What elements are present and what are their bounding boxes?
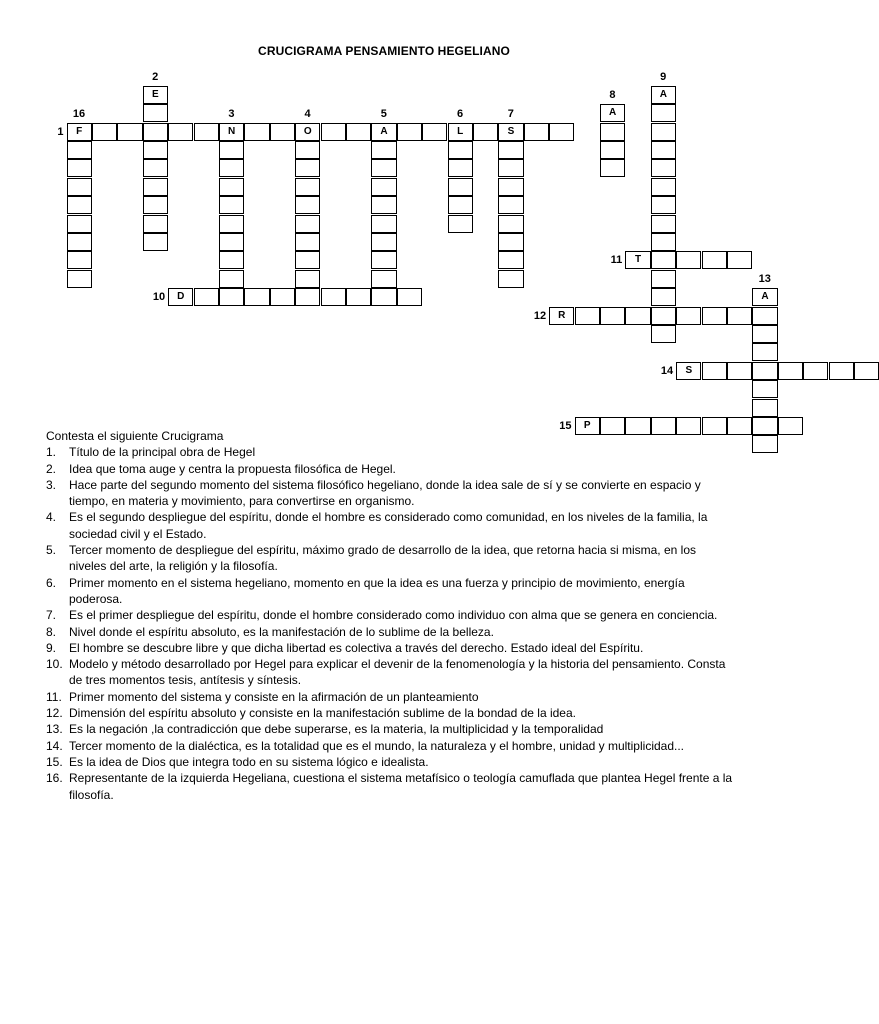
clue-item bbox=[46, 754, 736, 770]
clue-number: 15. bbox=[46, 754, 63, 769]
crossword-cell[interactable] bbox=[143, 159, 168, 177]
clue-text: Título de la principal obra de Hegel bbox=[69, 445, 256, 460]
crossword-cell[interactable] bbox=[651, 325, 676, 343]
clue-number-label: 1 bbox=[57, 125, 64, 138]
clue-item bbox=[46, 705, 736, 721]
crossword-start-cell[interactable]: N bbox=[219, 123, 244, 141]
clue-item bbox=[46, 542, 736, 575]
clue-text: El hombre se descubre libre y que dicha libertad es colectiva a través del derecho. Estado ideal del Espíritu. bbox=[69, 640, 644, 655]
crossword-cell[interactable] bbox=[295, 251, 320, 269]
clue-number-label: 6 bbox=[456, 107, 464, 120]
crossword-cell[interactable] bbox=[295, 215, 320, 233]
clue-item bbox=[46, 689, 736, 705]
clue-number-label: 15 bbox=[559, 419, 572, 432]
crossword-cell[interactable] bbox=[651, 123, 676, 141]
crossword-cell[interactable] bbox=[295, 270, 320, 288]
crossword-cell[interactable] bbox=[448, 141, 473, 159]
crossword-cell[interactable] bbox=[778, 362, 803, 380]
clue-number: 4. bbox=[46, 510, 57, 525]
crossword-cell[interactable] bbox=[803, 362, 828, 380]
crossword-cell[interactable] bbox=[676, 251, 701, 269]
crossword-cell[interactable] bbox=[498, 141, 523, 159]
crossword-cell[interactable] bbox=[371, 196, 396, 214]
crossword-cell[interactable] bbox=[219, 270, 244, 288]
crossword-cell[interactable] bbox=[194, 123, 219, 141]
crossword-cell[interactable] bbox=[702, 307, 727, 325]
crossword-cell[interactable] bbox=[752, 362, 777, 380]
crossword-cell[interactable] bbox=[295, 178, 320, 196]
crossword-start-cell[interactable]: T bbox=[625, 251, 650, 269]
clue-number-label: 8 bbox=[609, 89, 616, 102]
crossword-cell[interactable] bbox=[448, 215, 473, 233]
clue-text: Tercer momento de la dialéctica, es la totalidad que es el mundo, la naturaleza y el hombre, unidad y multiplicidad... bbox=[69, 738, 685, 753]
crossword-cell[interactable] bbox=[702, 362, 727, 380]
clue-text: Modelo y método desarrollado por Hegel para explicar el devenir de la fenomenología y la historia del pensamiento. Consta de tres momentos tesis, antítesis y síntesis. bbox=[69, 657, 726, 688]
crossword-cell[interactable] bbox=[651, 159, 676, 177]
crossword-cell[interactable] bbox=[295, 233, 320, 251]
crossword-cell[interactable] bbox=[829, 362, 854, 380]
crossword-cell[interactable] bbox=[651, 288, 676, 306]
crossword-cell[interactable] bbox=[702, 251, 727, 269]
crossword-cell[interactable] bbox=[651, 141, 676, 159]
clue-number: 9. bbox=[46, 640, 57, 655]
crossword-cell[interactable] bbox=[371, 233, 396, 251]
crossword-cell[interactable] bbox=[143, 141, 168, 159]
clue-text: Representante de la izquierda Hegeliana, cuestiona el sistema metafísico o teología camuflada que plantea Hegel frente a la filosofía. bbox=[69, 771, 733, 802]
crossword-cell[interactable] bbox=[397, 123, 422, 141]
clue-text: Primer momento en el sistema hegeliano, momento en que la idea es una fuerza y principio de movimiento, energía poderosa. bbox=[69, 575, 685, 606]
clue-item bbox=[46, 461, 736, 477]
crossword-cell[interactable] bbox=[67, 159, 92, 177]
crossword-cell[interactable] bbox=[168, 123, 193, 141]
clue-list bbox=[46, 444, 736, 803]
crossword-start-cell[interactable]: A bbox=[651, 86, 676, 104]
crossword-cell[interactable] bbox=[371, 141, 396, 159]
clue-text: Es el primer despliegue del espíritu, donde el hombre considerado como individuo con alma que se genera en conciencia. bbox=[69, 608, 718, 623]
crossword-cell[interactable] bbox=[778, 417, 803, 435]
clue-number: 1. bbox=[46, 445, 57, 460]
clue-number-label: 11 bbox=[610, 254, 623, 267]
clue-item bbox=[46, 509, 736, 542]
crossword-cell[interactable] bbox=[498, 178, 523, 196]
crossword-start-cell[interactable]: S bbox=[498, 123, 523, 141]
crossword-cell[interactable] bbox=[752, 307, 777, 325]
crossword-cell[interactable] bbox=[270, 288, 295, 306]
clue-item bbox=[46, 738, 736, 754]
crossword-cell[interactable] bbox=[219, 233, 244, 251]
crossword-grid bbox=[0, 0, 771, 440]
clue-item bbox=[46, 477, 736, 510]
clue-number-label: 4 bbox=[304, 107, 311, 120]
crossword-cell[interactable] bbox=[67, 215, 92, 233]
clue-item bbox=[46, 770, 736, 803]
crossword-cell[interactable] bbox=[67, 251, 92, 269]
crossword-cell[interactable] bbox=[854, 362, 879, 380]
crossword-cell[interactable] bbox=[219, 159, 244, 177]
crossword-cell[interactable] bbox=[397, 288, 422, 306]
clue-number-label: 2 bbox=[152, 70, 159, 83]
crossword-cell[interactable] bbox=[143, 196, 168, 214]
crossword-cell[interactable] bbox=[295, 288, 320, 306]
crossword-cell[interactable] bbox=[600, 159, 625, 177]
crossword-cell[interactable] bbox=[524, 123, 549, 141]
clue-text: Es la negación ,la contradicción que debe superarse, es la materia, la multiplicidad y la temporalidad bbox=[69, 722, 604, 737]
crossword-cell[interactable] bbox=[498, 159, 523, 177]
crossword-cell[interactable] bbox=[295, 141, 320, 159]
crossword-start-cell[interactable]: A bbox=[371, 123, 396, 141]
clue-text: Primer momento del sistema y consiste en la afirmación de un planteamiento bbox=[69, 689, 479, 704]
clue-item bbox=[46, 721, 736, 737]
clue-number: 6. bbox=[46, 575, 57, 590]
crossword-cell[interactable] bbox=[422, 123, 447, 141]
crossword-cell[interactable] bbox=[295, 159, 320, 177]
crossword-cell[interactable] bbox=[371, 251, 396, 269]
clue-text: Idea que toma auge y centra la propuesta filosófica de Hegel. bbox=[69, 461, 396, 476]
crossword-cell[interactable] bbox=[143, 215, 168, 233]
crossword-start-cell[interactable]: F bbox=[67, 123, 92, 141]
crossword-cell[interactable] bbox=[727, 307, 752, 325]
crossword-start-cell[interactable]: P bbox=[575, 417, 600, 435]
crossword-cell[interactable] bbox=[92, 123, 117, 141]
crossword-cell[interactable] bbox=[575, 307, 600, 325]
crossword-cell[interactable] bbox=[143, 178, 168, 196]
clue-item bbox=[46, 575, 736, 608]
crossword-cell[interactable] bbox=[67, 233, 92, 251]
crossword-cell[interactable] bbox=[448, 159, 473, 177]
crossword-start-cell[interactable]: L bbox=[448, 123, 473, 141]
crossword-cell[interactable] bbox=[143, 104, 168, 122]
page-title: CRUCIGRAMA PENSAMIENTO HEGELIANO bbox=[258, 44, 510, 58]
crossword-cell[interactable] bbox=[600, 307, 625, 325]
clue-number: 12. bbox=[46, 706, 63, 721]
clue-text: Hace parte del segundo momento del sistema filosófico hegeliano, donde la idea sale de sí y se convierte en espacio y tiempo, en materia y movimiento, para convertirse en organismo. bbox=[69, 477, 701, 509]
crossword-cell[interactable] bbox=[321, 288, 346, 306]
clue-number-label: 14 bbox=[660, 364, 674, 377]
crossword-start-cell[interactable]: R bbox=[549, 307, 574, 325]
crossword-cell[interactable] bbox=[600, 141, 625, 159]
crossword-cell[interactable] bbox=[219, 288, 244, 306]
clue-number: 7. bbox=[46, 608, 57, 623]
crossword-cell[interactable] bbox=[219, 196, 244, 214]
clue-text: Es el segundo despliegue del espíritu, donde el hombre es considerado como comunidad, en los niveles de la familia, la sociedad civil y el Estado. bbox=[69, 510, 708, 541]
clue-number-label: 10 bbox=[152, 291, 166, 304]
crossword-cell[interactable] bbox=[448, 196, 473, 214]
crossword-cell[interactable] bbox=[498, 233, 523, 251]
crossword-cell[interactable] bbox=[219, 141, 244, 159]
crossword-cell[interactable] bbox=[194, 288, 219, 306]
clue-number-label: 3 bbox=[228, 107, 235, 120]
crossword-cell[interactable] bbox=[752, 380, 777, 398]
clue-number-label: 12 bbox=[533, 309, 547, 322]
clue-number-label: 5 bbox=[380, 107, 387, 120]
crossword-cell[interactable] bbox=[752, 343, 777, 361]
instructions: Contesta el siguiente Crucigrama bbox=[46, 429, 224, 443]
crossword-cell[interactable] bbox=[219, 215, 244, 233]
crossword-cell[interactable] bbox=[498, 215, 523, 233]
crossword-cell[interactable] bbox=[752, 435, 777, 453]
crossword-cell[interactable] bbox=[295, 196, 320, 214]
crossword-cell[interactable] bbox=[752, 417, 777, 435]
crossword-start-cell[interactable]: E bbox=[143, 86, 168, 104]
crossword-cell[interactable] bbox=[143, 233, 168, 251]
crossword-cell[interactable] bbox=[498, 270, 523, 288]
clue-item bbox=[46, 607, 736, 623]
crossword-cell[interactable] bbox=[549, 123, 574, 141]
crossword-cell[interactable] bbox=[67, 141, 92, 159]
clue-number-label: 7 bbox=[507, 107, 514, 120]
clue-number-label: 13 bbox=[758, 273, 771, 286]
crossword-cell[interactable] bbox=[346, 123, 371, 141]
crossword-cell[interactable] bbox=[651, 104, 676, 122]
clue-number: 3. bbox=[46, 477, 57, 492]
crossword-cell[interactable] bbox=[67, 270, 92, 288]
crossword-cell[interactable] bbox=[752, 325, 777, 343]
clue-number-label: 16 bbox=[72, 107, 86, 120]
crossword-cell[interactable] bbox=[371, 288, 396, 306]
crossword-cell[interactable] bbox=[244, 123, 269, 141]
crossword-cell[interactable] bbox=[752, 399, 777, 417]
clue-item bbox=[46, 444, 736, 460]
crossword-cell[interactable] bbox=[651, 307, 676, 325]
crossword-cell[interactable] bbox=[651, 196, 676, 214]
clue-text: Dimensión del espíritu absoluto y consiste en la manifestación sublime de la bondad de la idea. bbox=[69, 706, 576, 721]
crossword-cell[interactable] bbox=[676, 307, 701, 325]
crossword-cell[interactable] bbox=[727, 251, 752, 269]
crossword-cell[interactable] bbox=[651, 178, 676, 196]
crossword-cell[interactable] bbox=[67, 196, 92, 214]
crossword-cell[interactable] bbox=[244, 288, 269, 306]
crossword-cell[interactable] bbox=[117, 123, 142, 141]
crossword-cell[interactable] bbox=[727, 362, 752, 380]
crossword-cell[interactable] bbox=[651, 215, 676, 233]
crossword-cell[interactable] bbox=[498, 251, 523, 269]
clue-item bbox=[46, 640, 736, 656]
crossword-cell[interactable] bbox=[346, 288, 371, 306]
clue-number: 11. bbox=[46, 689, 62, 704]
clue-text: Nivel donde el espíritu absoluto, es la manifestación de lo sublime de la belleza. bbox=[69, 624, 494, 639]
crossword-start-cell[interactable]: S bbox=[676, 362, 701, 380]
clue-number: 5. bbox=[46, 543, 57, 558]
crossword-cell[interactable] bbox=[651, 251, 676, 269]
crossword-start-cell[interactable]: D bbox=[168, 288, 193, 306]
clue-item bbox=[46, 624, 736, 640]
crossword-cell[interactable] bbox=[625, 307, 650, 325]
clue-number: 14. bbox=[46, 738, 63, 753]
crossword-start-cell[interactable]: A bbox=[752, 288, 777, 306]
crossword-cell[interactable] bbox=[219, 178, 244, 196]
crossword-cell[interactable] bbox=[321, 123, 346, 141]
crossword-start-cell[interactable]: A bbox=[600, 104, 625, 122]
crossword-cell[interactable] bbox=[448, 178, 473, 196]
clue-number: 13. bbox=[46, 722, 63, 737]
crossword-start-cell[interactable]: O bbox=[295, 123, 320, 141]
clues-section bbox=[46, 428, 736, 803]
crossword-cell[interactable] bbox=[651, 233, 676, 251]
crossword-cell[interactable] bbox=[371, 270, 396, 288]
crossword-cell[interactable] bbox=[371, 178, 396, 196]
crossword-cell[interactable] bbox=[498, 196, 523, 214]
crossword-cell[interactable] bbox=[371, 215, 396, 233]
clue-item bbox=[46, 656, 736, 689]
clue-text: Es la idea de Dios que integra todo en su sistema lógico e idealista. bbox=[69, 754, 429, 769]
clue-text: Tercer momento de despliegue del espíritu, máximo grado de desarrollo de la idea, que retorna hacia si misma, en los niveles del arte, la religión y la filosofía. bbox=[69, 543, 696, 574]
clue-number: 16. bbox=[46, 771, 63, 786]
clue-number: 2. bbox=[46, 461, 57, 476]
clue-number-label: 9 bbox=[660, 70, 667, 83]
crossword-cell[interactable] bbox=[473, 123, 498, 141]
crossword-cell[interactable] bbox=[219, 251, 244, 269]
crossword-cell[interactable] bbox=[143, 123, 168, 141]
crossword-cell[interactable] bbox=[371, 159, 396, 177]
clue-number: 10. bbox=[46, 657, 63, 672]
clue-number: 8. bbox=[46, 624, 57, 639]
crossword-cell[interactable] bbox=[600, 123, 625, 141]
crossword-cell[interactable] bbox=[67, 178, 92, 196]
crossword-cell[interactable] bbox=[270, 123, 295, 141]
crossword-cell[interactable] bbox=[651, 270, 676, 288]
